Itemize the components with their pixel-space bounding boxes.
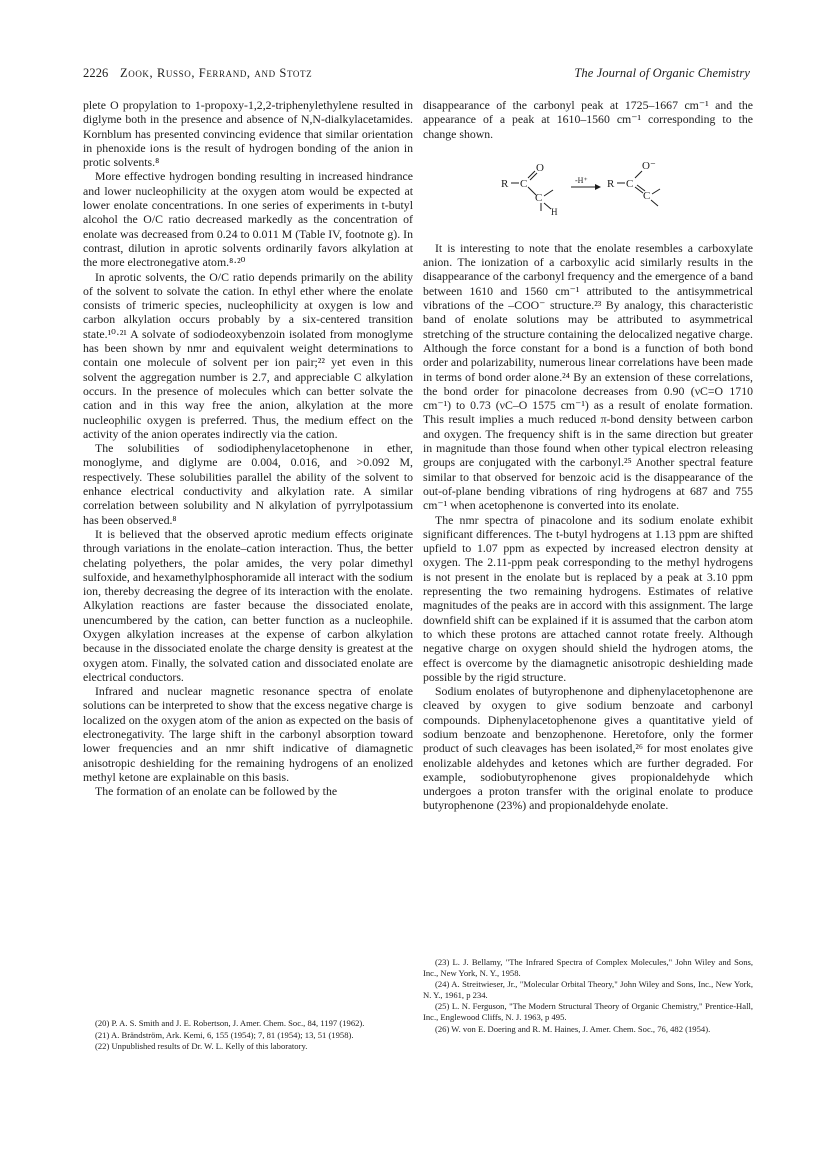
- scheme-c-right-alpha: C: [643, 189, 651, 202]
- scheme-arrow-label: -H⁺: [575, 175, 588, 185]
- scheme-o-right: O⁻: [642, 159, 656, 172]
- bond-line: [544, 203, 551, 209]
- reaction-arrowhead: [595, 184, 601, 190]
- scheme-r-right: R: [607, 177, 615, 190]
- footnote: (20) P. A. S. Smith and J. E. Robertson, J. Amer. Chem. Soc., 84, 1197 (1962).: [95, 1018, 365, 1028]
- footnote: (25) L. N. Ferguson, "The Modern Structural Theory of Organic Chemistry," Prentice-Hall, Inc., Englewood Cliffs, N. J. 1963, p 495.: [423, 1001, 753, 1022]
- paragraph: It is believed that the observed aprotic medium effects originate through variations in the enolate–cation interaction. Thus, the better chelating polyethers, the polar amides, the very polar dimethyl sulfoxide, and hexamethylphosphoramide all interact with the sodium ion, thereby decreasing the degree of its interaction with the enolate. Alkylation reactions are faster because the dissociated enolate, unencumbered by the cation, can better function as a nucleophile. Oxygen alkylation increases at the expense of carbon alkylation because in the dissociated enolate the charge density is greatest at the oxygen atom. Finally, the solvated cation and dissociated enolate are electrical conductors.: [83, 526, 413, 684]
- journal-title: The Journal of Organic Chemistry: [574, 66, 750, 80]
- footnote: (26) W. von E. Doering and R. M. Haines, J. Amer. Chem. Soc., 76, 482 (1954).: [435, 1023, 711, 1034]
- footnote: (24) A. Streitwieser, Jr., "Molecular Orbital Theory," John Wiley and Sons, Inc., New York, N. Y., 1961, p 234.: [423, 979, 753, 1000]
- paragraph: Infrared and nuclear magnetic resonance spectra of enolate solutions can be interpreted to show that the excess negative charge is localized on the oxygen atom of the anion as expected on the basis of electronegativity. The large shift in the carbonyl absorption toward lower frequencies and an nmr shift indicative of diamagnetic anisotropic deshielding for the remaining hydrogens of an enolized methyl ketone are explainable on this basis.: [83, 684, 413, 784]
- right-footnotes: [423, 957, 753, 1035]
- paragraph: disappearance of the carbonyl peak at 1725–1667 cm⁻¹ and the appearance of a peak at 1610–1560 cm⁻¹ corresponding to the change shown.: [423, 98, 753, 141]
- right-column: [423, 98, 753, 813]
- paragraph: plete O propylation to 1-propoxy-1,2,2-triphenylethylene resulted in diglyme both in the presence and absence of N,N-dialkylacetamides. Kornblum has presented convincing evidence that similar orientation in phenoxide ions is the result of hydrogen bonding of the anion in protic solvents.⁸: [83, 98, 413, 170]
- left-footnotes: [83, 1018, 413, 1053]
- enolate-formation-scheme: [423, 147, 753, 227]
- running-authors: Zook, Russo, Ferrand, and Stotz: [120, 66, 313, 80]
- bond-line: [652, 189, 660, 194]
- scheme-c-right: C: [626, 177, 634, 190]
- footnote: (21) A. Brändström, Ark. Kemi, 6, 155 (1954); 7, 81 (1954); 13, 51 (1958).: [95, 1029, 354, 1040]
- paragraph: It is interesting to note that the enolate resembles a carboxylate anion. The ionization of a carboxylic acid similarly results in the disappearance of the carbonyl frequency and the emergence of a band between 1610 and 1560 cm⁻¹ attributed to the antisymmetrical vibrations of the –COO⁻ structure.²³ By analogy, this characteristic band of enolate solutions may be attributed to asymmetrical stretching of the structure containing the delocalized negative charge. Although the force constant for a bond is a function of both bond order and polarizability, numerous linear correlations have been made in terms of bond order alone.²⁴ By an extension of these correlations, the bond order for pinacolone decreases from 0.90 (νC=O 1710 cm⁻¹) to 0.73 (νC–O 1575 cm⁻¹) as a result of enolate formation. This result implies a much reduced π-bond density between carbon and oxygen. The frequency shift is in the same direction but greater in magnitude than those found when other typical electron releasing groups are conjugated with the carbonyl.²⁵ Another spectral feature similar to that observed for benzoic acid is the disappearance of the out-of-plane bending vibrations of ring hydrogens at 687 and 755 cm⁻¹ when acetophenone is converted into its enolate.: [423, 240, 753, 513]
- scheme-c-alpha: C: [535, 191, 543, 204]
- bond-line: [635, 171, 642, 178]
- bond-line: [651, 200, 658, 206]
- paragraph: In aprotic solvents, the O/C ratio depends primarily on the ability of the solvent to solvate the cation. In ethyl ether where the enolate consists of trimeric species, nucleophilicity at oxygen is low and carbon alkylation occurs probably by a six-centered transition state.¹⁰·²¹ A solvate of sodiodeoxybenzoin isolated from monoglyme has been shown by nmr and equivalent weight determinations to contain one molecule of solvent per ion pair;²² yet even in this solvent the aggregation number is 2.7, and appreciable C alkylation occurs. In the presence of molecules which can better solvate the cation and in this way free the anion, alkylation at the more nucleophilic oxygen is preferred. Thus, the medium effect on the activity of the anion operates indirectly via the cation.: [83, 269, 413, 441]
- running-header: [83, 66, 750, 86]
- left-column: [83, 98, 413, 799]
- double-bond-line: [528, 171, 535, 178]
- paragraph: The formation of an enolate can be followed by the: [95, 784, 338, 799]
- paragraph: Sodium enolates of butyrophenone and diphenylacetophenone are cleaved by oxygen to give sodium benzoate and carbonyl compounds. Diphenylacetophenone gives a quantitative yield of sodium benzoate and benzophenone. Heretofore, only the former product of such cleavages has been isolated,²⁶ for most enolates give enolizable aldehydes and ketones which are further degraded. For example, sodiobutyrophenone gives propionaldehyde which undergoes a proton transfer with the original enolate to produce butyrophenone (23%) and propionaldehyde enolate.: [423, 684, 753, 813]
- scheme-r-left: R: [501, 177, 509, 190]
- bond-line: [544, 190, 553, 196]
- double-bond-line: [530, 173, 537, 180]
- reaction-scheme-svg: [483, 147, 693, 227]
- paragraph: More effective hydrogen bonding resulting in increased hindrance and lower nucleophilicity at the oxygen atom would be expected at lower enolate concentrations. In one series of experiments in t-butyl alcohol the O/C ratio decreased markedly as the concentration of enolate was decreased from 0.24 to 0.011 M (Table IV, footnote g). In contrast, dilution in aprotic solvents ordinarily favors alkylation at the more electronegative atom.⁸·²⁰: [83, 169, 413, 270]
- scheme-h: H: [551, 206, 558, 217]
- footnote: (22) Unpublished results of Dr. W. L. Kelly of this laboratory.: [95, 1041, 308, 1052]
- double-bond-line: [635, 187, 643, 193]
- page-number: 2226: [83, 66, 109, 80]
- scheme-c-left: C: [520, 177, 528, 190]
- scheme-o-left: O: [536, 161, 544, 174]
- paragraph: The solubilities of sodiodiphenylacetophenone in ether, monoglyme, and diglyme are 0.004, 0.016, and >0.092 M, respectively. These solubilities parallel the ability of the solvent to enhance electrical conductivity and alkylation rate. A similar correlation between solubility and N alkylation of pyrrylpotassium has been observed.⁸: [83, 441, 413, 527]
- footnote: (23) L. J. Bellamy, "The Infrared Spectra of Complex Molecules," John Wiley and Sons, Inc., New York, N. Y., 1958.: [423, 957, 753, 978]
- paragraph: The nmr spectra of pinacolone and its sodium enolate exhibit significant differences. The t-butyl hydrogens at 1.13 ppm are shifted upfield to 1.07 ppm as expected by increased electron density at oxygen. The 2.11-ppm peak corresponding to the methyl hydrogens is not present in the enolate but is replaced by a peak at 3.10 ppm representing the two remaining hydrogens. Estimates of relative magnitudes of the peaks are in accord with this assignment. The large downfield shift can be explained if it is assumed that the carbon atom to which these protons are attached cannot rotate freely. Although negative charge on oxygen should shield the hydrogen atoms, the effect is overcome by the diamagnetic anisotropic deshielding made possible by the rigid structure.: [423, 512, 753, 684]
